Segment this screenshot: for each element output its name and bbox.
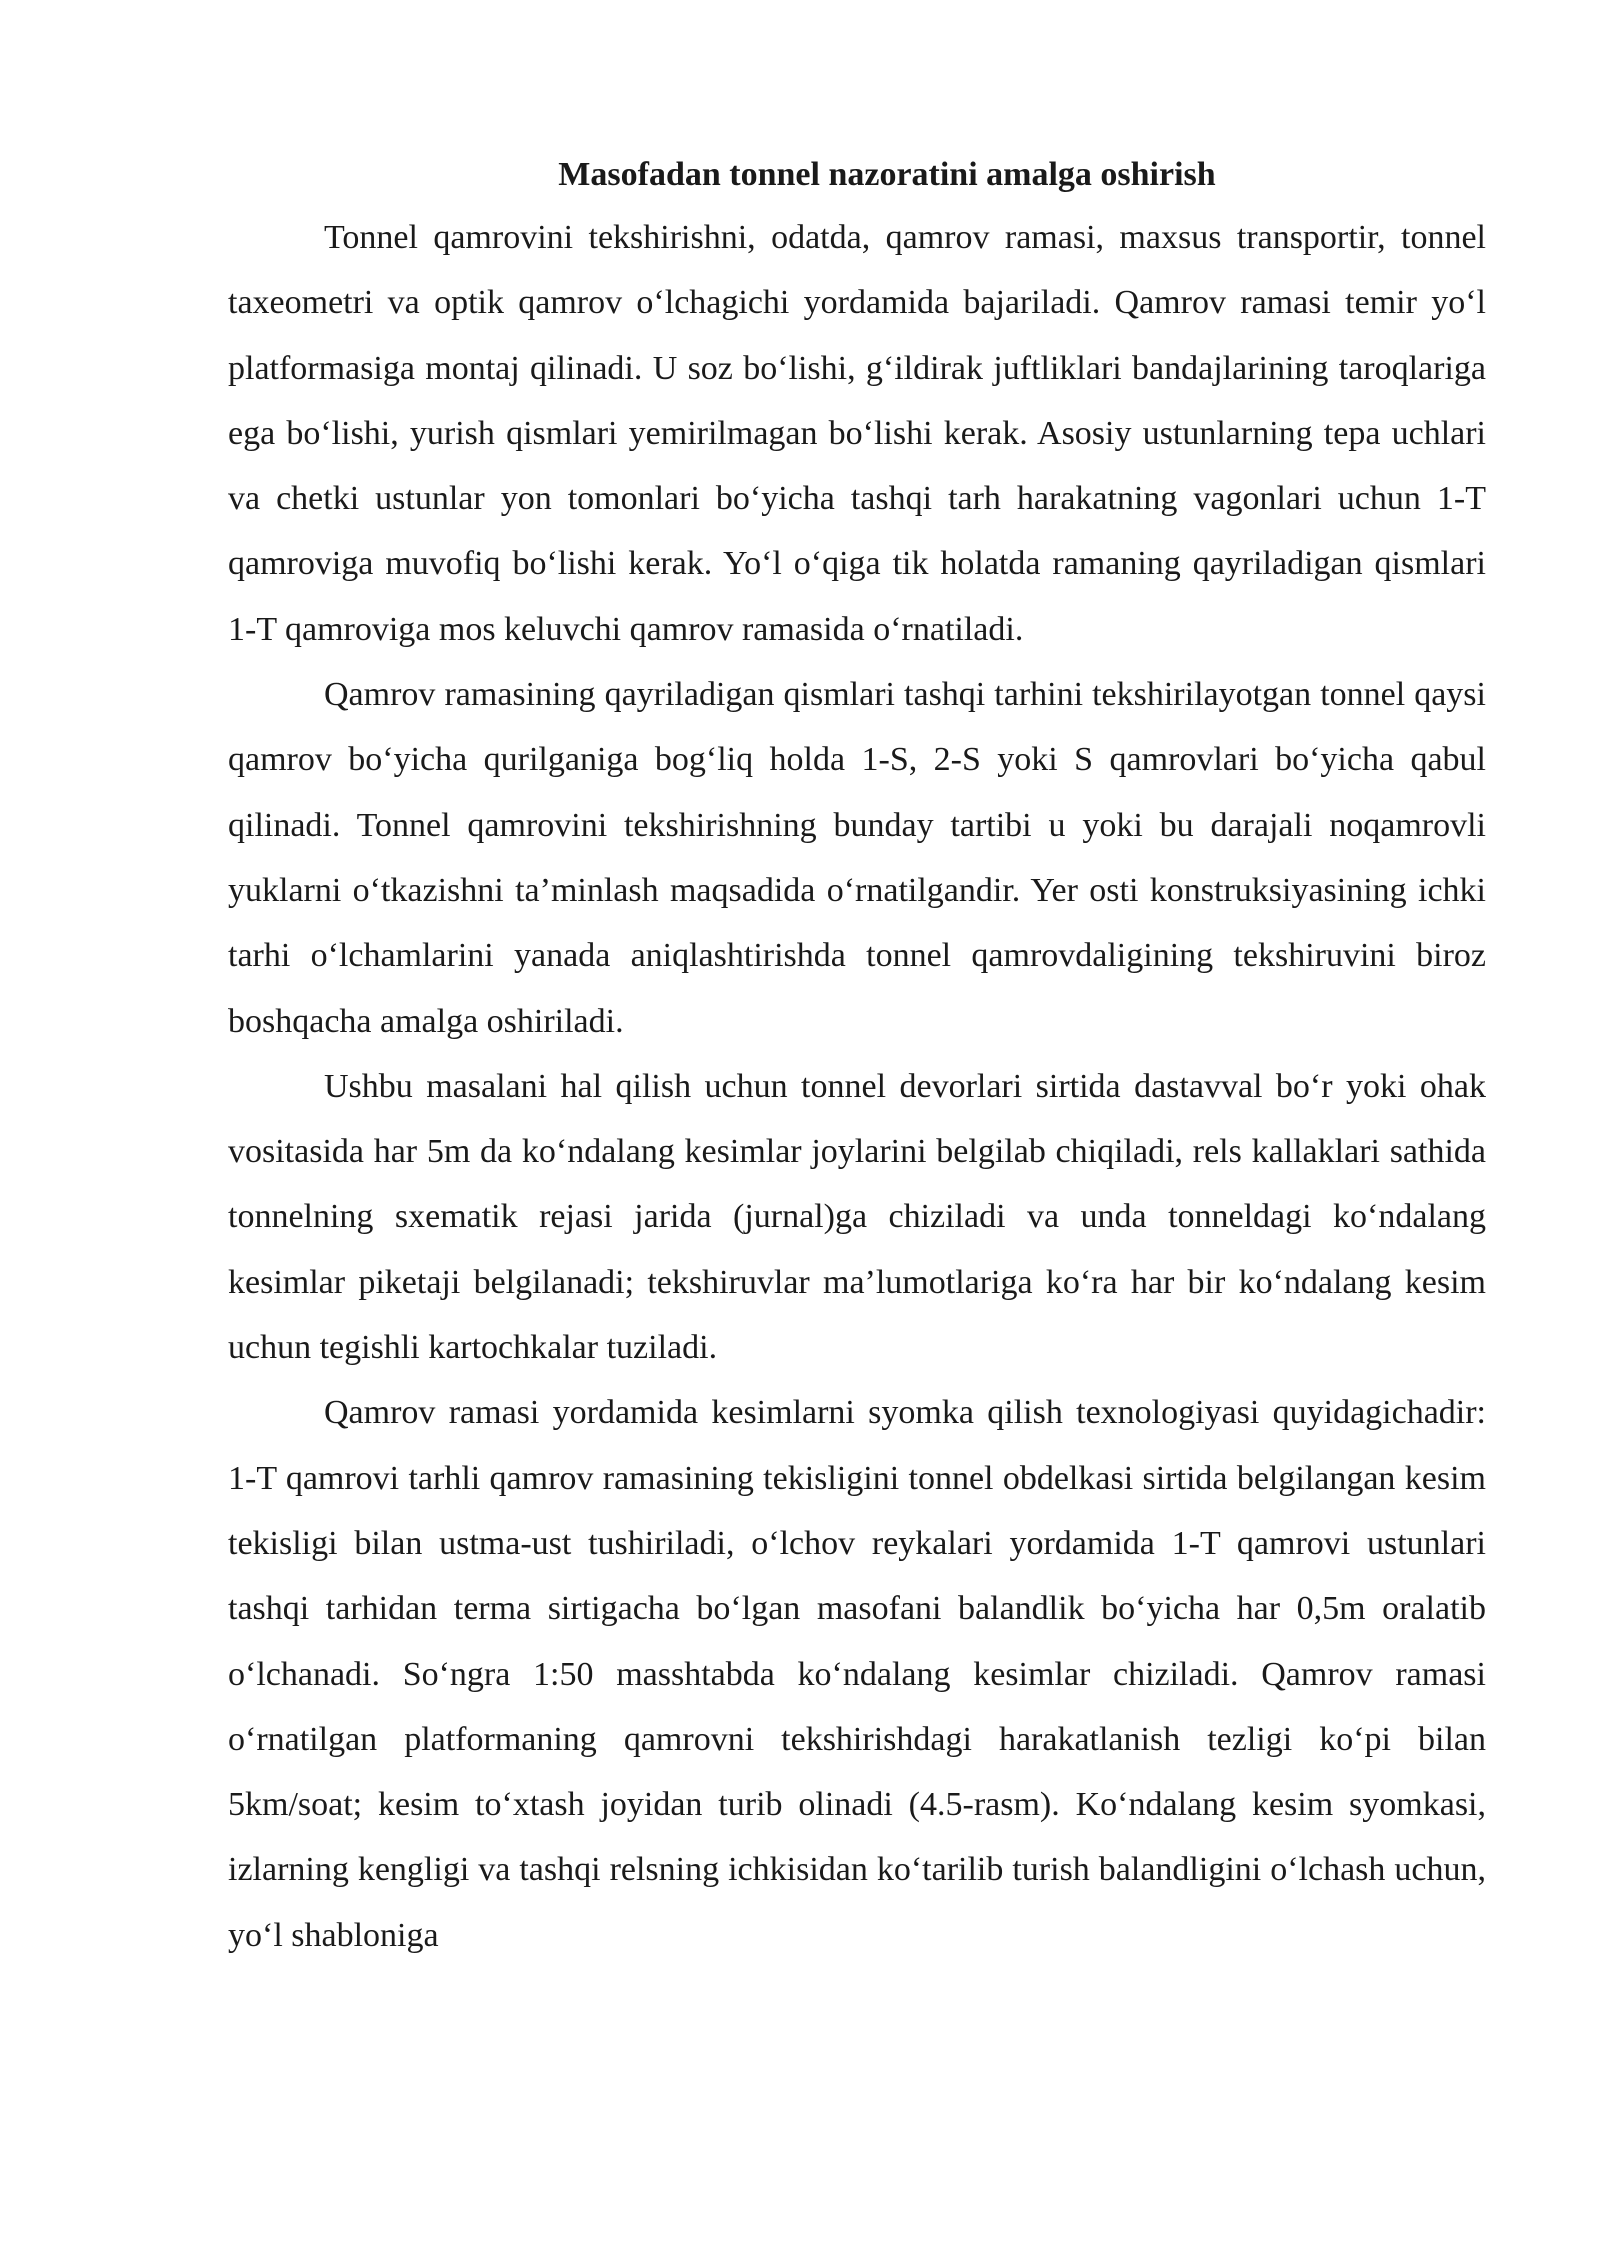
- paragraph-3: Ushbu masalani hal qilish uchun tonnel devorlari sirtida dastavval bo‘r yoki ohak vositasida har 5m da ko‘ndalang kesimlar joylarini belgilab chiqiladi, rels kallaklari sathida tonnelning sxematik rejasi jarida (jurnal)ga chiziladi va unda tonneldagi ko‘ndalang kesimlar piketaji belgilanadi; tekshiruvlar ma’lumotlariga ko‘ra har bir ko‘ndalang kesim uchun tegishli kartochkalar tuziladi.: [228, 1067, 1486, 1367]
- paragraph-4: Qamrov ramasi yordamida kesimlarni syomka qilish texnologiyasi quyidagichadir: 1-T qamrovi tarhli qamrov ramasining tekisligini tonnel obdelkasi sirtida belgilangan kesim tekisligi bilan ustma-ust tushiriladi, o‘lchov reykalari yordamida 1-T qamrovi ustunlari tashqi tarhidan terma sirtigacha bo‘lgan masofani balandlik bo‘yicha har 0,5m oralatib o‘lchanadi. So‘ngra 1:50 masshtabda ko‘ndalang kesimlar chiziladi. Qamrov ramasi o‘rnatilgan platformaning qamrovni tekshirishdagi harakatlanish tezligi ko‘pi bilan 5km/soat; kesim to‘xtash joyidan turib olinadi (4.5-rasm). Ko‘ndalang kesim syomkasi, izlarning kengligi va tashqi relsning ichkisidan ko‘tarilib turish balandligini o‘lchash uchun, yo‘l shabloniga: [228, 1394, 1486, 1954]
- paragraph-1: Tonnel qamrovini tekshirishni, odatda, qamrov ramasi, maxsus transportir, tonnel taxeometri va optik qamrov o‘lchagichi yordamida bajariladi. Qamrov ramasi temir yo‘l platformasiga montaj qilinadi. U soz bo‘lishi, g‘ildirak juftliklari bandajlarining taroqlariga ega bo‘lishi, yurish qismlari yemirilmagan bo‘lishi kerak. Asosiy ustunlarning tepa uchlari va chetki ustunlar yon tomonlari bo‘yicha tashqi tarh harakatning vagonlari uchun 1-T qamroviga muvofiq bo‘lishi kerak. Yo‘l o‘qiga tik holatda ramaning qayriladigan qismlari 1-T qamroviga mos keluvchi qamrov ramasida o‘rnatiladi.: [228, 219, 1486, 648]
- paragraph-2: Qamrov ramasining qayriladigan qismlari tashqi tarhini tekshirilayotgan tonnel qaysi qamrov bo‘yicha qurilganiga bog‘liq holda 1-S, 2-S yoki S qamrovlari bo‘yicha qabul qilinadi. Tonnel qamrovini tekshirishning bunday tartibi u yoki bu darajali noqamrovli yuklarni o‘tkazishni ta’minlash maqsadida o‘rnatilgandir. Yer osti konstruksiyasining ichki tarhi o‘lchamlarini yanada aniqlashtirishda tonnel qamrovdaligining tekshiruvini biroz boshqacha amalga oshiriladi.: [228, 676, 1486, 1040]
- document-page: [228, 145, 1486, 1968]
- document-title: Masofadan tonnel nazoratini amalga oshirish: [558, 156, 1216, 193]
